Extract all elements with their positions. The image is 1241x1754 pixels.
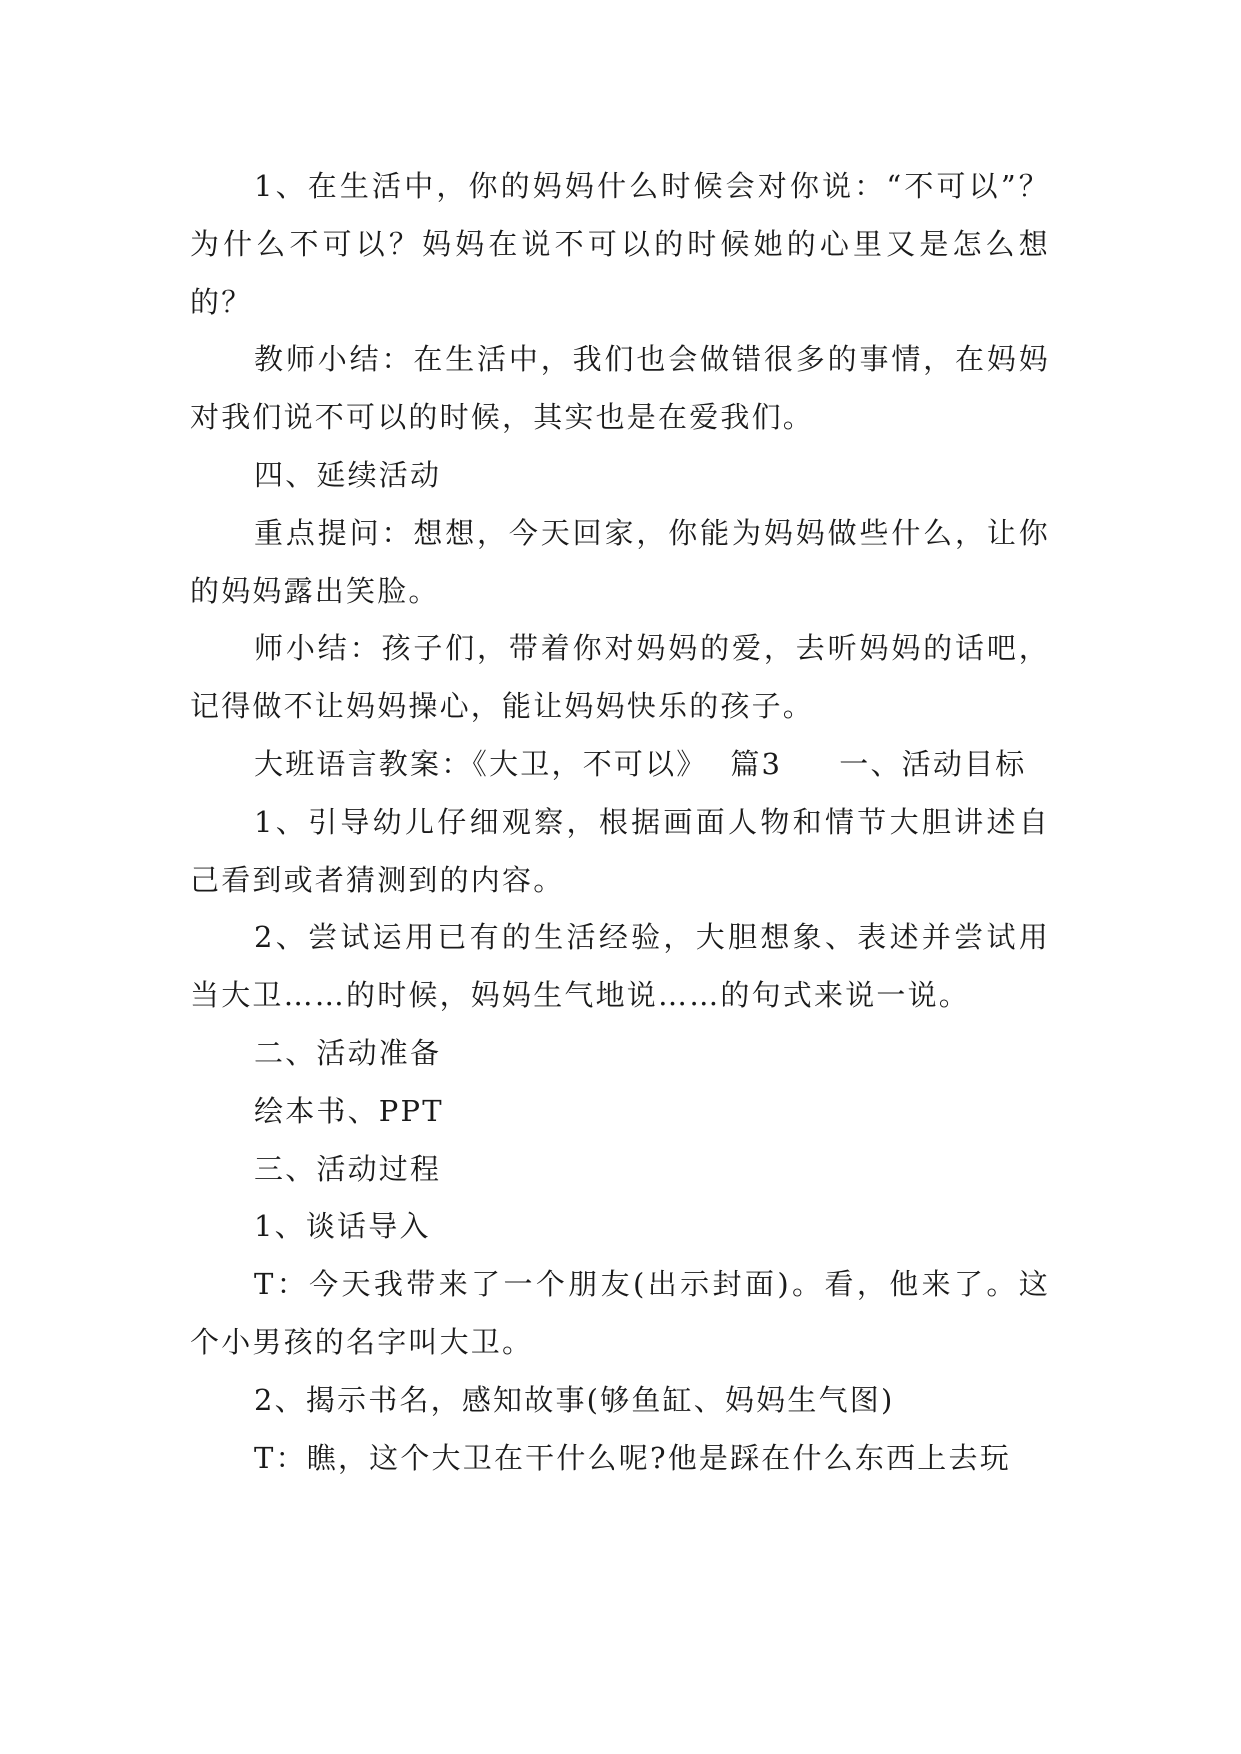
paragraph-goal-2: 2、尝试运用已有的生活经验，大胆想象、表述并尝试用当大卫……的时候，妈妈生气地说……的句式来说一说。 [190, 920, 1050, 1013]
heading-step-2: 2、揭示书名，感知故事(够鱼缸、妈妈生气图) [254, 1382, 895, 1417]
paragraph-goal-1: 1、引导幼儿仔细观察，根据画面人物和情节大胆讲述自己看到或者猜测到的内容。 [190, 804, 1050, 897]
paragraph-step-1-dialog: T：今天我带来了一个朋友(出示封面)。看，他来了。这个小男孩的名字叫大卫。 [190, 1267, 1050, 1359]
paragraph-materials: 绘本书、PPT [254, 1093, 444, 1128]
paragraph-step-2-dialog: T：瞧，这个大卫在干什么呢?他是踩在什么东西上去玩 [254, 1440, 1011, 1475]
document-body [190, 158, 1050, 1487]
heading-step-1: 1、谈话导入 [254, 1209, 431, 1244]
heading-lesson-plan-3: 大班语言教案：《大卫，不可以》 篇3 一、活动目标 [254, 746, 1027, 781]
heading-process: 三、活动过程 [254, 1151, 442, 1186]
paragraph-summary-2: 师小结：孩子们，带着你对妈妈的爱，去听妈妈的话吧，记得做不让妈妈操心，能让妈妈快乐的孩子。 [190, 631, 1050, 724]
heading-extension-activity: 四、延续活动 [254, 457, 442, 492]
paragraph-question-1: 1、在生活中，你的妈妈什么时候会对你说：“不可以”？为什么不可以？妈妈在说不可以的时候她的心里又是怎么想的？ [190, 169, 1050, 319]
paragraph-teacher-summary: 教师小结：在生活中，我们也会做错很多的事情，在妈妈对我们说不可以的时候，其实也是在爱我们。 [190, 342, 1050, 435]
heading-preparation: 二、活动准备 [254, 1035, 442, 1070]
paragraph-key-question: 重点提问：想想，今天回家，你能为妈妈做些什么，让你的妈妈露出笑脸。 [190, 515, 1050, 608]
